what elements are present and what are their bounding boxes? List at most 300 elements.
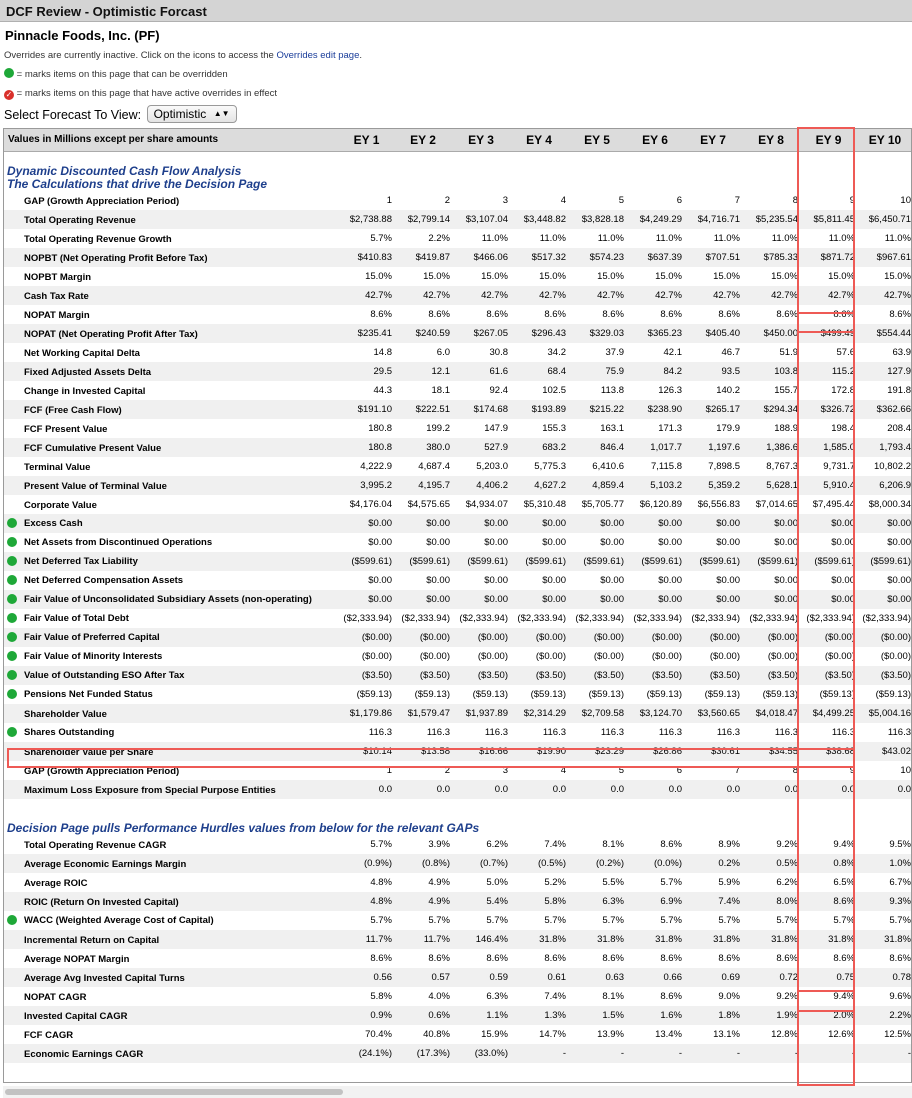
table-cell: $4,716.71 — [684, 210, 742, 229]
table-cell: 1.3% — [510, 1006, 568, 1025]
table-cell: $1,937.89 — [452, 704, 510, 723]
row-label-text: Shareholder Value per Share — [24, 746, 154, 758]
override-dot-icon[interactable] — [4, 518, 24, 528]
row-label — [4, 949, 339, 968]
table-cell: 8.6% — [428, 309, 450, 320]
table-cell: 84.2 — [626, 362, 684, 381]
table-cell: 9.4% — [833, 991, 855, 1002]
table-cell: 7.4% — [544, 991, 566, 1002]
row-label — [4, 609, 339, 628]
table-row — [4, 552, 912, 571]
column-header: EY 8 — [742, 129, 800, 151]
table-cell: $0.00 — [658, 537, 682, 548]
row-label — [4, 210, 339, 229]
table-cell: 6,410.6 — [592, 461, 624, 472]
table-cell: 1.8% — [684, 1006, 742, 1025]
table-cell: 0.0 — [742, 780, 800, 799]
table-row — [4, 514, 912, 533]
override-dot-icon[interactable] — [4, 537, 24, 547]
table-cell: (0.2%) — [568, 854, 626, 873]
table-cell: $326.72 — [800, 400, 857, 419]
table-cell: $0.00 — [742, 590, 800, 609]
row-label — [4, 533, 339, 552]
table-row — [4, 892, 912, 911]
table-cell: $2,314.29 — [510, 704, 568, 723]
table-cell: 1.9% — [742, 1006, 800, 1025]
table-cell: 1,793.4 — [857, 438, 912, 457]
table-cell: ($0.00) — [535, 651, 566, 662]
table-cell: 34.2 — [547, 347, 566, 358]
icon-spacer — [4, 404, 24, 414]
legend-green-text: = marks items on this page that can be overridden — [16, 69, 228, 80]
table-cell: 1.6% — [626, 1006, 684, 1025]
table-cell: 42.7% — [568, 286, 626, 305]
table-row — [4, 780, 912, 799]
table-cell: 4.8% — [339, 892, 394, 911]
table-cell: ($599.61) — [800, 552, 857, 571]
table-cell: 31.8% — [684, 930, 742, 949]
table-cell: $4,575.65 — [407, 499, 450, 510]
table-cell: $365.23 — [626, 324, 684, 343]
table-row — [4, 248, 912, 267]
table-cell: 1.1% — [452, 1006, 510, 1025]
row-label — [4, 248, 339, 267]
row-label — [4, 343, 339, 362]
row-label-text: Pensions Net Funded Status — [24, 689, 153, 700]
icon-spacer — [4, 480, 24, 490]
row-label-text: Value of Outstanding ESO After Tax — [24, 670, 185, 681]
row-label-text: Fair Value of Minority Interests — [24, 651, 163, 662]
table-cell: 140.2 — [716, 385, 740, 396]
icon-spacer — [4, 746, 24, 756]
column-header: EY 5 — [568, 129, 626, 151]
table-cell: 4.0% — [428, 991, 450, 1002]
table-cell: $0.00 — [339, 590, 394, 609]
section1-title-row — [4, 151, 912, 191]
row-label-text: Net Working Capital Delta — [24, 347, 140, 359]
table-cell: 3,995.2 — [339, 476, 394, 495]
table-cell: 380.0 — [394, 438, 452, 457]
table-cell: 9.4% — [833, 839, 855, 850]
table-cell: 171.3 — [658, 423, 682, 434]
table-cell: $967.61 — [857, 248, 912, 267]
green-dot-icon[interactable] — [7, 670, 17, 680]
table-cell: 11.0% — [481, 233, 508, 244]
table-cell: 5.7% — [889, 915, 911, 926]
table-cell: 1,017.7 — [626, 438, 684, 457]
table-cell: ($59.13) — [646, 689, 682, 700]
override-dot-icon[interactable] — [4, 651, 24, 661]
table-cell: $0.00 — [742, 514, 800, 533]
column-header: EY 4 — [510, 129, 568, 151]
row-label-text: Excess Cash — [24, 518, 83, 529]
table-header-row — [4, 129, 912, 151]
row-label-text: Net Deferred Tax Liability — [24, 556, 138, 567]
table-cell: 8.6% — [486, 953, 508, 964]
row-label-text: Corporate Value — [24, 499, 97, 511]
green-dot-icon[interactable] — [7, 915, 17, 925]
table-cell: 7.4% — [544, 839, 566, 850]
table-cell: ($0.00) — [568, 628, 626, 647]
table-cell: 5.2% — [544, 877, 566, 888]
scrollbar-thumb[interactable] — [5, 1089, 343, 1095]
table-cell: $637.39 — [626, 248, 684, 267]
table-cell: 42.7% — [857, 286, 912, 305]
override-dot-icon[interactable] — [4, 727, 24, 737]
forecast-select[interactable] — [147, 105, 237, 123]
table-cell: 208.4 — [887, 423, 911, 434]
table-cell: 116.3 — [368, 727, 392, 738]
table-cell: 0.69 — [684, 968, 742, 987]
table-cell: 15.0% — [597, 271, 624, 282]
green-dot-icon[interactable] — [7, 613, 17, 623]
table-cell: 5,775.3 — [534, 461, 566, 472]
table-cell: 1.5% — [568, 1006, 626, 1025]
override-dot-icon[interactable] — [4, 670, 24, 680]
table-cell: 8.6% — [660, 839, 682, 850]
row-label — [4, 987, 339, 1006]
table-cell: (0.0%) — [626, 854, 684, 873]
table-cell: 126.3 — [658, 385, 682, 396]
table-cell: 7,898.5 — [708, 461, 740, 472]
table-cell: 6,206.9 — [857, 476, 912, 495]
table-cell: 42.7% — [626, 286, 684, 305]
table-cell: 8.6% — [370, 309, 392, 320]
table-cell: 15.0% — [884, 271, 911, 282]
table-cell: 116.3 — [658, 727, 682, 738]
table-cell: 42.7% — [452, 286, 510, 305]
override-dot-icon[interactable] — [4, 613, 24, 623]
green-dot-icon[interactable] — [7, 594, 17, 604]
table-cell: 8.6% — [660, 991, 682, 1002]
table-cell: 8.6% — [660, 953, 682, 964]
table-cell: 0.72 — [742, 968, 800, 987]
table-cell: ($3.50) — [800, 666, 857, 685]
table-row — [4, 761, 912, 780]
table-cell: (0.9%) — [339, 854, 394, 873]
table-cell: $30.61 — [684, 742, 742, 761]
table-cell: $0.00 — [800, 514, 857, 533]
table-cell: $3,124.70 — [626, 704, 684, 723]
dcf-table-container[interactable] — [3, 128, 912, 1083]
green-dot-icon[interactable] — [7, 518, 17, 528]
table-cell: $238.90 — [626, 400, 684, 419]
row-label — [4, 761, 339, 780]
table-cell: 42.7% — [394, 286, 452, 305]
table-cell: $38.68 — [800, 742, 857, 761]
table-cell: 9.3% — [857, 892, 912, 911]
green-dot-icon[interactable] — [7, 689, 17, 699]
table-cell: 11.0% — [713, 233, 740, 244]
row-label-text: Fair Value of Total Debt — [24, 613, 129, 624]
table-cell: 6.3% — [486, 991, 508, 1002]
override-dot-icon[interactable] — [4, 575, 24, 585]
table-cell: $5,235.54 — [742, 210, 800, 229]
table-cell: 179.9 — [716, 423, 740, 434]
table-cell: ($599.61) — [452, 552, 510, 571]
table-cell: $0.00 — [568, 590, 626, 609]
table-cell: ($59.13) — [530, 689, 566, 700]
table-cell: $0.00 — [368, 537, 392, 548]
table-cell: - — [568, 1044, 626, 1063]
table-cell: $450.00 — [742, 324, 800, 343]
table-cell: 2.2% — [857, 1006, 912, 1025]
table-cell: 188.9 — [774, 423, 798, 434]
table-cell: ($2,333.94) — [633, 613, 682, 624]
table-cell: 5.7% — [833, 915, 855, 926]
icon-spacer — [4, 385, 24, 395]
table-cell: 0.6% — [394, 1006, 452, 1025]
table-cell: $0.00 — [600, 537, 624, 548]
table-cell: 180.8 — [339, 438, 394, 457]
row-label — [4, 835, 339, 854]
table-cell: ($3.50) — [857, 666, 912, 685]
table-cell: 116.3 — [887, 727, 911, 738]
row-label-text: Fixed Adjusted Assets Delta — [24, 366, 152, 378]
table-cell: 8.6% — [833, 953, 855, 964]
table-cell: 172.8 — [831, 385, 855, 396]
row-label-text: GAP (Growth Appreciation Period) — [24, 765, 180, 777]
table-cell: $174.68 — [452, 400, 510, 419]
icon-spacer — [4, 423, 24, 433]
green-dot-icon[interactable] — [7, 556, 17, 566]
table-cell: ($59.13) — [875, 689, 911, 700]
table-cell: $19.90 — [510, 742, 568, 761]
row-label — [4, 590, 339, 609]
icon-spacer — [4, 252, 24, 262]
table-cell: ($0.00) — [651, 651, 682, 662]
table-cell: 8.6% — [660, 309, 682, 320]
table-cell: 6.7% — [889, 877, 911, 888]
table-cell: 9.2% — [776, 991, 798, 1002]
table-cell: ($0.00) — [800, 628, 857, 647]
table-cell: ($2,333.94) — [806, 613, 855, 624]
table-cell: ($2,333.94) — [862, 613, 911, 624]
table-cell: 44.3 — [373, 385, 392, 396]
table-cell: 4,859.4 — [568, 476, 626, 495]
table-cell: 2.2% — [428, 233, 450, 244]
row-label — [4, 911, 339, 930]
green-dot-icon[interactable] — [7, 632, 17, 642]
row-label-text: WACC (Weighted Average Cost of Capital) — [24, 915, 214, 926]
table-cell: 5.7% — [370, 233, 392, 244]
table-cell: $3,107.04 — [452, 210, 510, 229]
table-cell: 116.3 — [831, 727, 855, 738]
green-dot-icon[interactable] — [7, 727, 17, 737]
table-cell: $240.59 — [394, 324, 452, 343]
row-label — [4, 362, 339, 381]
table-cell: $5,004.16 — [857, 704, 912, 723]
table-cell: 683.2 — [510, 438, 568, 457]
override-dot-icon[interactable] — [4, 594, 24, 604]
dcf-table — [4, 129, 912, 1063]
table-row — [4, 1006, 912, 1025]
table-cell: $5,705.77 — [581, 499, 624, 510]
table-cell: ($599.61) — [684, 552, 742, 571]
table-cell: ($59.13) — [819, 689, 855, 700]
table-cell: 75.9 — [568, 362, 626, 381]
table-cell: 5.0% — [486, 877, 508, 888]
table-cell: $0.00 — [510, 590, 568, 609]
legend-red — [0, 84, 912, 103]
table-cell: ($0.00) — [361, 651, 392, 662]
table-cell: $0.00 — [426, 537, 450, 548]
table-cell: 5.8% — [510, 892, 568, 911]
table-cell: 5,103.2 — [626, 476, 684, 495]
table-row — [4, 571, 912, 590]
row-label-text: NOPAT (Net Operating Profit After Tax) — [24, 328, 198, 340]
icon-spacer — [4, 708, 24, 718]
company-name: Pinnacle Foods, Inc. (PF) — [5, 28, 160, 43]
table-cell: 1 — [386, 765, 392, 776]
table-cell: 1.0% — [857, 854, 912, 873]
table-cell: $13.58 — [394, 742, 452, 761]
row-label — [4, 495, 339, 514]
table-cell: 0.59 — [452, 968, 510, 987]
icon-spacer — [4, 877, 24, 887]
section2-title-row — [4, 799, 912, 835]
row-label — [4, 438, 339, 457]
table-cell: 147.9 — [484, 423, 508, 434]
table-cell: 5.7% — [428, 915, 450, 926]
table-cell: 163.1 — [600, 423, 624, 434]
table-row — [4, 286, 912, 305]
table-cell: $405.40 — [684, 324, 742, 343]
table-cell: $222.51 — [394, 400, 452, 419]
table-cell: 8.6% — [602, 953, 624, 964]
override-dot-icon[interactable] — [4, 556, 24, 566]
table-cell: 4,195.7 — [394, 476, 452, 495]
row-label — [4, 381, 339, 400]
table-cell: 4.8% — [370, 877, 392, 888]
row-label-text: Shares Outstanding — [24, 727, 115, 738]
table-row — [4, 609, 912, 628]
table-cell: 146.4% — [452, 930, 510, 949]
table-cell: 15.0% — [539, 271, 566, 282]
table-cell: ($0.00) — [477, 651, 508, 662]
table-cell: 9.0% — [718, 991, 740, 1002]
table-cell: 5.7% — [660, 877, 682, 888]
icon-spacer — [4, 214, 24, 224]
icon-spacer — [4, 233, 24, 243]
table-cell: 13.4% — [655, 1029, 682, 1040]
overrides-note — [0, 46, 912, 65]
table-cell: $2,709.58 — [568, 704, 626, 723]
table-cell: ($0.00) — [880, 651, 911, 662]
overrides-edit-link[interactable]: Overrides edit page — [276, 50, 360, 61]
table-cell: $4,934.07 — [465, 499, 508, 510]
icon-spacer — [4, 499, 24, 509]
row-label-text: Shareholder Value — [24, 708, 107, 720]
table-cell: $0.00 — [716, 537, 740, 548]
table-cell: 63.9 — [892, 347, 911, 358]
table-cell: 155.3 — [542, 423, 566, 434]
table-cell: $574.23 — [568, 248, 626, 267]
override-dot-icon[interactable] — [4, 915, 24, 925]
table-cell: 15.0% — [655, 271, 682, 282]
table-cell: ($59.13) — [762, 689, 798, 700]
table-row — [4, 911, 912, 930]
row-label-text: FCF CAGR — [24, 1029, 74, 1041]
table-cell: 31.8% — [800, 930, 857, 949]
table-cell: 8.6% — [544, 953, 566, 964]
table-cell: $0.00 — [484, 575, 508, 586]
table-cell: $1,579.47 — [394, 704, 452, 723]
table-cell: $193.89 — [510, 400, 568, 419]
row-label — [4, 742, 339, 761]
table-cell: $7,014.65 — [755, 499, 798, 510]
row-label — [4, 419, 339, 438]
table-row — [4, 835, 912, 854]
table-cell: 5 — [618, 765, 624, 776]
table-row — [4, 949, 912, 968]
table-cell: 9 — [849, 195, 855, 206]
table-cell: - — [626, 1044, 684, 1063]
table-cell: 57.6 — [836, 347, 855, 358]
table-cell: 7 — [734, 195, 740, 206]
table-cell: 116.3 — [774, 727, 798, 738]
table-cell: 5.8% — [370, 991, 392, 1002]
table-cell: $3,828.18 — [568, 210, 626, 229]
icon-spacer — [4, 195, 24, 205]
green-dot-icon[interactable] — [7, 651, 17, 661]
table-cell: 3 — [502, 195, 508, 206]
table-cell: $5,310.48 — [523, 499, 566, 510]
table-cell: 1 — [386, 195, 392, 206]
column-header: EY 6 — [626, 129, 684, 151]
green-dot-icon[interactable] — [7, 575, 17, 585]
table-cell: 8.6% — [776, 309, 798, 320]
table-cell: 0.8% — [800, 854, 857, 873]
table-row — [4, 210, 912, 229]
icon-spacer — [4, 896, 24, 906]
table-cell: 30.8 — [489, 347, 508, 358]
override-dot-icon[interactable] — [4, 689, 24, 699]
table-cell: 11.7% — [339, 930, 394, 949]
table-cell: 42.7% — [684, 286, 742, 305]
table-cell: 4 — [560, 765, 566, 776]
table-cell: $0.00 — [774, 575, 798, 586]
table-cell: 0.2% — [684, 854, 742, 873]
table-cell: ($0.00) — [824, 651, 855, 662]
row-label-text: Present Value of Terminal Value — [24, 480, 167, 492]
row-label — [4, 930, 339, 949]
column-header: EY 3 — [452, 129, 510, 151]
icon-spacer — [4, 784, 24, 794]
table-cell: $0.00 — [887, 575, 911, 586]
table-cell: $0.00 — [800, 590, 857, 609]
row-label-text: Cash Tax Rate — [24, 290, 89, 302]
table-row — [4, 381, 912, 400]
table-cell: 68.4 — [510, 362, 568, 381]
green-dot-icon[interactable] — [7, 537, 17, 547]
table-cell: $294.34 — [742, 400, 800, 419]
row-label — [4, 286, 339, 305]
table-cell: ($0.00) — [394, 628, 452, 647]
row-label-text: Total Operating Revenue CAGR — [24, 839, 167, 851]
table-cell: 1,585.0 — [800, 438, 857, 457]
table-cell: 116.3 — [426, 727, 450, 738]
table-cell: 0.0 — [857, 780, 912, 799]
horizontal-scrollbar[interactable] — [3, 1086, 912, 1098]
table-cell: $0.00 — [684, 590, 742, 609]
table-cell: (0.7%) — [452, 854, 510, 873]
table-cell: ($2,333.94) — [691, 613, 740, 624]
table-cell: 0.0 — [800, 780, 857, 799]
legend-red-text: = marks items on this page that have active overrides in effect — [16, 88, 278, 99]
override-dot-icon[interactable] — [4, 632, 24, 642]
table-cell: $0.00 — [684, 514, 742, 533]
